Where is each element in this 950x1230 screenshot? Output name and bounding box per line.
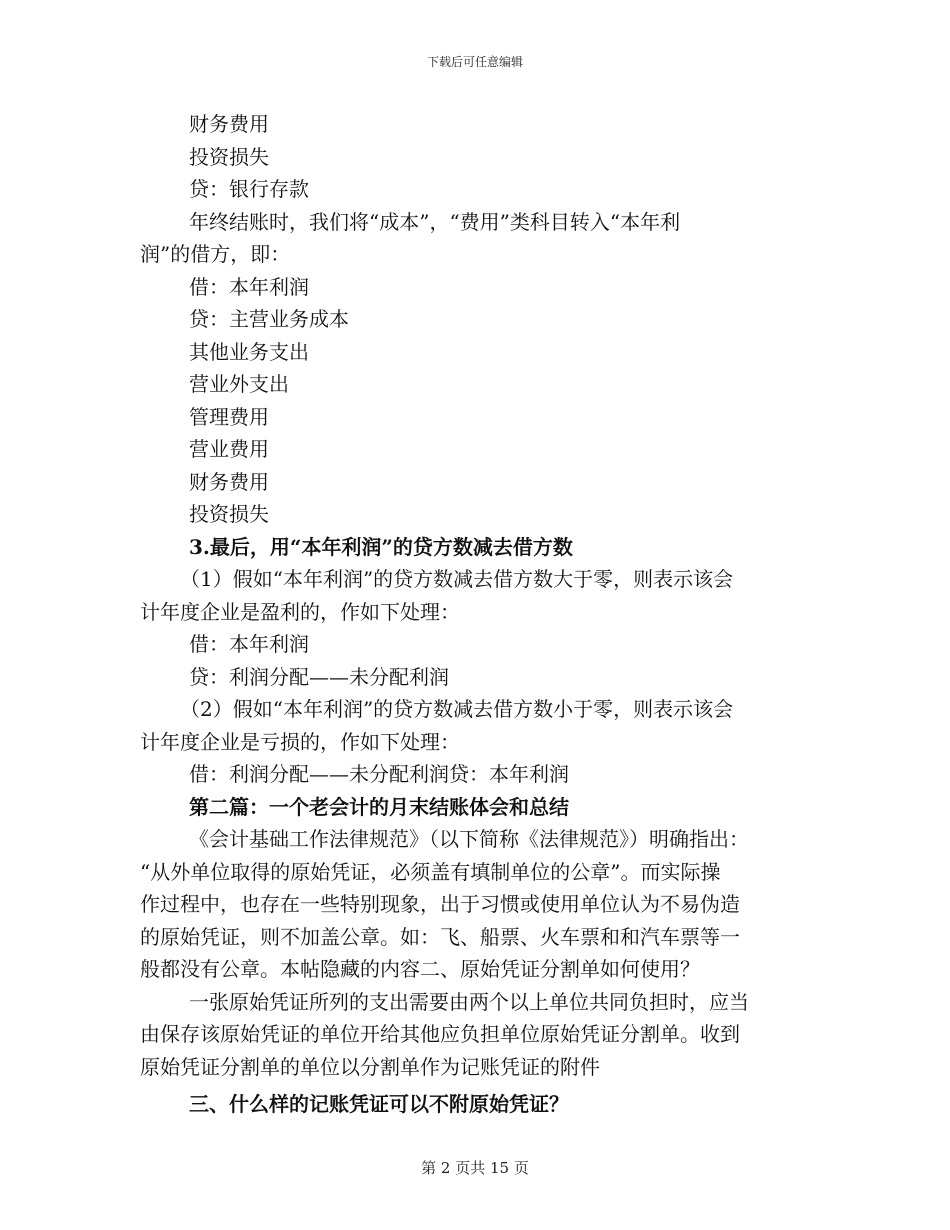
text-line: 管理费用	[189, 404, 269, 429]
text-line: 计年度企业是亏损的，作如下处理：	[140, 729, 460, 754]
text-line: 借：本年利润	[189, 274, 309, 299]
text-line: 由保存该原始凭证的单位开给其他应负担单位原始凭证分割单。收到	[140, 1022, 740, 1046]
text-line: 投资损失	[189, 502, 269, 526]
text-line: 借：利润分配——未分配利润贷：本年利润	[189, 762, 569, 786]
text-line: 原始凭证分割单的单位以分割单作为记账凭证的附件	[140, 1054, 600, 1079]
text-line: 营业外支出	[189, 372, 289, 396]
text-line: （2）假如“本年利润”的贷方数减去借方数小于零，则表示该会	[180, 697, 734, 721]
text-line: 般都没有公章。本帖隐藏的内容二、原始凭证分割单如何使用？	[140, 957, 700, 981]
section-heading: 3.最后，用“本年利润”的贷方数减去借方数	[189, 534, 573, 559]
section-heading: 三、什么样的记账凭证可以不附原始凭证？	[189, 1092, 569, 1116]
text-line: 作过程中，也存在一些特别现象，出于习惯或使用单位认为不易伪造	[140, 892, 740, 916]
text-line: 营业费用	[189, 437, 269, 461]
page-footer: 第 2 页共 15 页	[421, 1159, 529, 1177]
text-line: 其他业务支出	[189, 339, 309, 364]
page-header: 下载后可任意编辑	[426, 55, 523, 69]
text-line: 润”的借方，即：	[140, 242, 291, 266]
text-line: 贷：银行存款	[189, 177, 309, 201]
text-line: 《会计基础工作法律规范》（以下简称《法律规范》）明确指出：	[189, 827, 749, 851]
text-line: 贷：利润分配——未分配利润	[189, 664, 449, 689]
text-line: 年终结账时，我们将“成本”，“费用”类科目转入“本年利	[189, 209, 681, 234]
text-line: 财务费用	[189, 112, 269, 136]
text-line: “从外单位取得的原始凭证，必须盖有填制单位的公章”。而实际操	[140, 859, 721, 884]
text-line: 的原始凭证，则不加盖公章。如：飞、船票、火车票和和汽车票等一	[140, 924, 740, 949]
text-line: （1）假如“本年利润”的贷方数减去借方数大于零，则表示该会	[180, 567, 734, 591]
text-line: 投资损失	[189, 144, 269, 169]
section-heading: 第二篇：一个老会计的月末结账体会和总结	[189, 794, 569, 819]
text-line: 计年度企业是盈利的，作如下处理：	[140, 599, 460, 624]
text-line: 一张原始凭证所列的支出需要由两个以上单位共同负担时，应当	[189, 989, 749, 1014]
text-line: 借：本年利润	[189, 632, 309, 656]
text-line: 贷：主营业务成本	[189, 307, 349, 331]
document-body	[140, 108, 810, 1121]
text-line: 财务费用	[189, 469, 269, 494]
